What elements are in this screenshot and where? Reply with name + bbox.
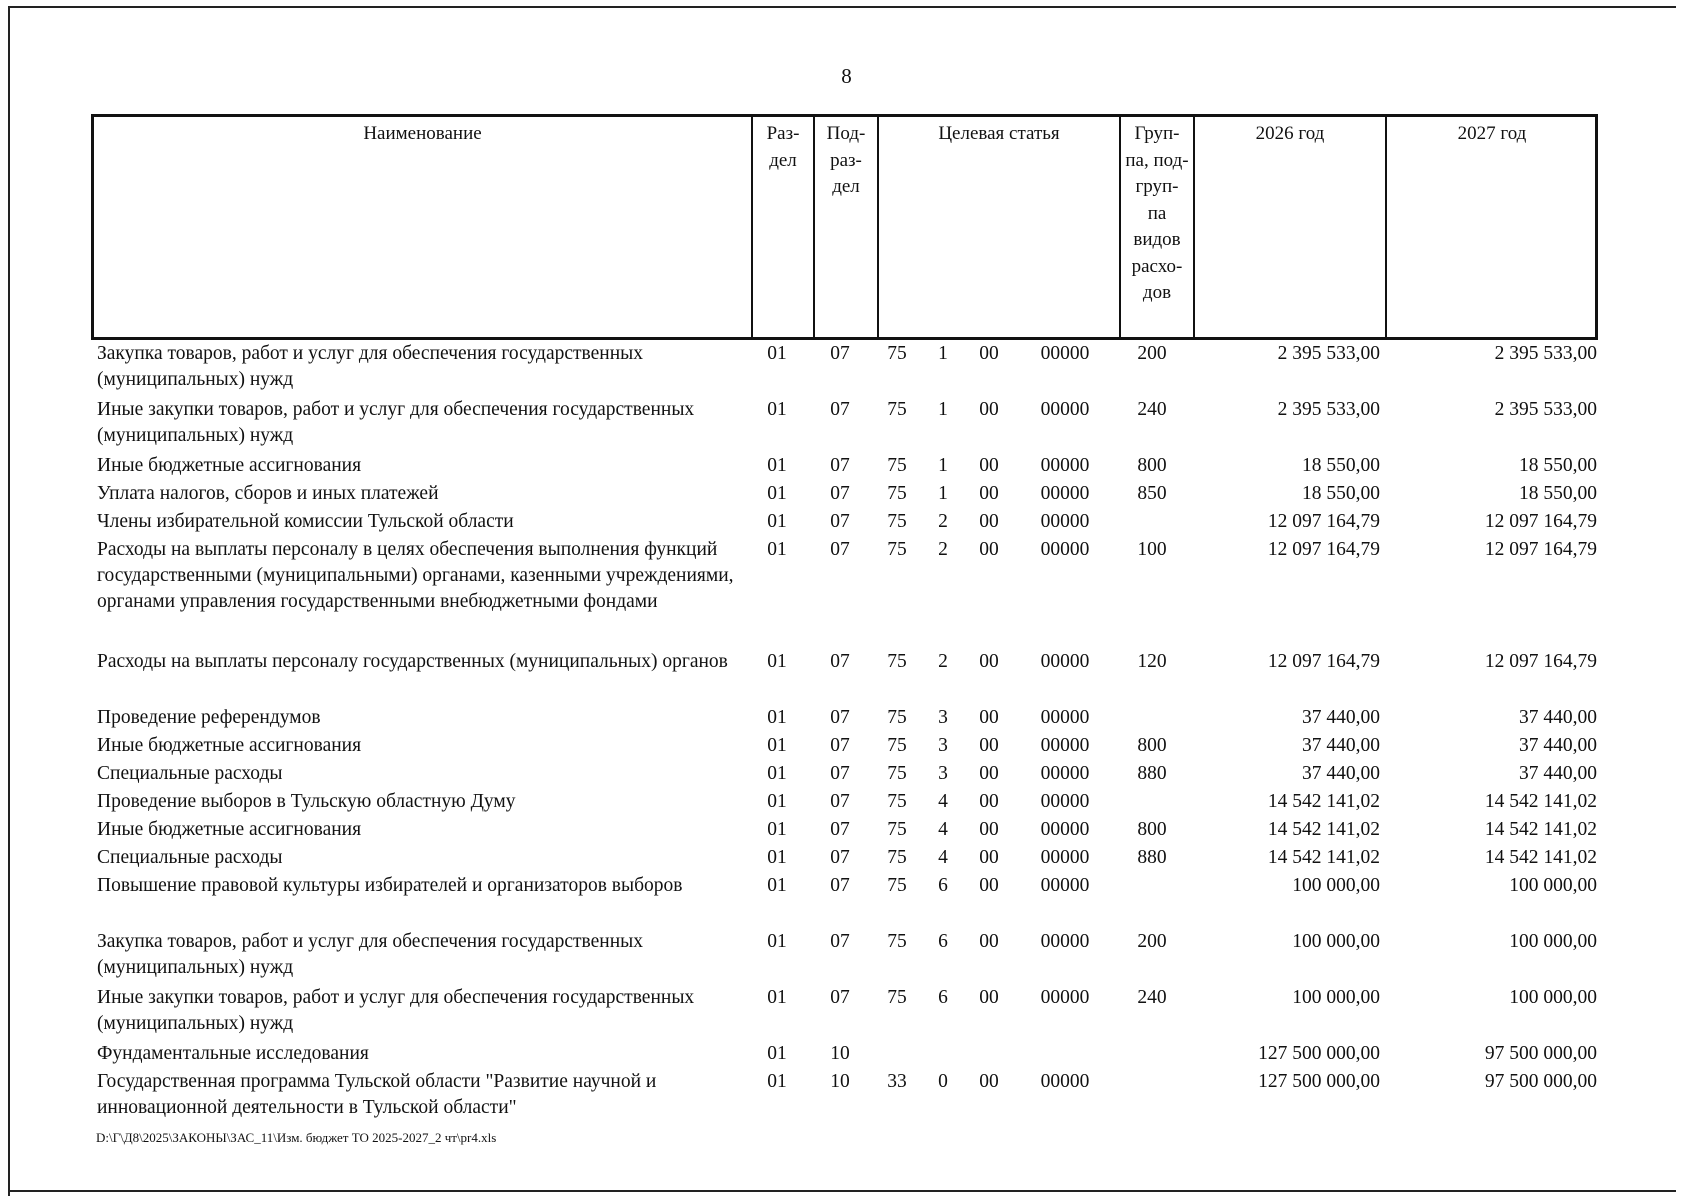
- header-razdel: Раз- дел: [766, 123, 800, 171]
- header-year-2027: 2027 год: [1457, 123, 1527, 144]
- row-target-subprogram: 2: [938, 511, 948, 532]
- row-target-program: 75: [887, 791, 907, 812]
- header-target: Целевая статья: [938, 123, 1060, 144]
- row-podrazdel: 10: [830, 1071, 850, 1092]
- row-target-code: 00000: [1040, 483, 1090, 504]
- row-podrazdel: 07: [830, 819, 850, 840]
- row-target-direction: 00: [979, 791, 999, 812]
- row-target-subprogram: 4: [938, 847, 948, 868]
- row-target-subprogram: 6: [938, 875, 948, 896]
- row-target-code: 00000: [1040, 763, 1090, 784]
- row-expense-type: 800: [1137, 455, 1167, 476]
- row-target-program: 75: [887, 819, 907, 840]
- row-amount-2026: 37 440,00: [1302, 735, 1380, 756]
- row-target-program: 75: [887, 735, 907, 756]
- row-expense-type: 240: [1137, 987, 1167, 1008]
- row-amount-2026: 14 542 141,02: [1267, 819, 1380, 840]
- row-name: Иные бюджетные ассигнования: [97, 455, 362, 476]
- row-target-subprogram: 6: [938, 931, 948, 952]
- row-target-direction: 00: [979, 483, 999, 504]
- row-podrazdel: 07: [830, 763, 850, 784]
- row-name: Уплата налогов, сборов и иных платежей: [97, 483, 439, 504]
- row-expense-type: 800: [1137, 735, 1167, 756]
- row-target-subprogram: 4: [938, 791, 948, 812]
- row-target-program: 75: [887, 847, 907, 868]
- row-amount-2026: 12 097 164,79: [1267, 651, 1380, 672]
- row-target-subprogram: 2: [938, 539, 948, 560]
- row-target-direction: 00: [979, 707, 999, 728]
- row-target-code: 00000: [1040, 1071, 1090, 1092]
- row-target-code: 00000: [1040, 987, 1090, 1008]
- row-target-program: 75: [887, 511, 907, 532]
- row-target-code: 00000: [1040, 819, 1090, 840]
- row-podrazdel: 07: [830, 735, 850, 756]
- row-amount-2027: 18 550,00: [1519, 455, 1597, 476]
- row-target-direction: 00: [979, 819, 999, 840]
- row-podrazdel: 07: [830, 791, 850, 812]
- row-target-program: 75: [887, 455, 907, 476]
- header-year-2026: 2026 год: [1255, 123, 1325, 144]
- row-podrazdel: 10: [830, 1043, 850, 1064]
- row-amount-2027: 14 542 141,02: [1484, 819, 1597, 840]
- row-expense-type: 800: [1137, 819, 1167, 840]
- row-podrazdel: 07: [830, 343, 850, 364]
- page-number: 8: [841, 64, 852, 88]
- row-amount-2026: 14 542 141,02: [1267, 791, 1380, 812]
- row-target-direction: 00: [979, 511, 999, 532]
- row-target-subprogram: 3: [938, 707, 948, 728]
- row-razdel: 01: [767, 651, 787, 672]
- row-expense-type: 880: [1137, 847, 1167, 868]
- row-razdel: 01: [767, 483, 787, 504]
- row-razdel: 01: [767, 763, 787, 784]
- row-target-direction: 00: [979, 987, 999, 1008]
- row-amount-2026: 18 550,00: [1302, 483, 1380, 504]
- row-amount-2027: 18 550,00: [1519, 483, 1597, 504]
- row-podrazdel: 07: [830, 399, 850, 420]
- row-target-program: 75: [887, 931, 907, 952]
- row-expense-type: 850: [1137, 483, 1167, 504]
- row-razdel: 01: [767, 987, 787, 1008]
- row-amount-2027: 100 000,00: [1509, 987, 1597, 1008]
- row-amount-2027: 12 097 164,79: [1484, 651, 1597, 672]
- row-target-code: 00000: [1040, 651, 1090, 672]
- row-target-code: 00000: [1040, 539, 1090, 560]
- row-name: Повышение правовой культуры избирателей и организаторов выборов: [97, 875, 683, 896]
- page-frame-left: [8, 6, 10, 1196]
- row-expense-type: 120: [1137, 651, 1167, 672]
- row-amount-2027: 2 395 533,00: [1494, 343, 1597, 364]
- row-amount-2026: 2 395 533,00: [1277, 343, 1380, 364]
- row-amount-2027: 12 097 164,79: [1484, 511, 1597, 532]
- page-frame-bottom: [8, 1190, 1676, 1192]
- row-target-code: 00000: [1040, 707, 1090, 728]
- row-razdel: 01: [767, 455, 787, 476]
- row-name: Иные закупки товаров, работ и услуг для обеспечения государственных (муниципальных) нужд: [97, 987, 695, 1034]
- row-amount-2027: 37 440,00: [1519, 707, 1597, 728]
- row-name: Специальные расходы: [97, 847, 283, 868]
- row-target-code: 00000: [1040, 343, 1090, 364]
- row-amount-2027: 14 542 141,02: [1484, 847, 1597, 868]
- row-target-subprogram: 1: [938, 483, 948, 504]
- row-razdel: 01: [767, 511, 787, 532]
- row-target-code: 00000: [1040, 931, 1090, 952]
- row-name: Проведение выборов в Тульскую областную Думу: [97, 791, 516, 812]
- header-divider: [1385, 117, 1387, 337]
- row-target-code: 00000: [1040, 791, 1090, 812]
- row-name: Иные бюджетные ассигнования: [97, 735, 362, 756]
- row-target-subprogram: 1: [938, 399, 948, 420]
- row-expense-type: 200: [1137, 931, 1167, 952]
- row-name: Государственная программа Тульской области "Развитие научной и инновационной деятельности в Тульской области": [97, 1071, 657, 1118]
- row-expense-type: 240: [1137, 399, 1167, 420]
- row-amount-2026: 18 550,00: [1302, 455, 1380, 476]
- page-frame-top: [8, 6, 1676, 8]
- row-amount-2027: 14 542 141,02: [1484, 791, 1597, 812]
- row-name: Иные бюджетные ассигнования: [97, 819, 362, 840]
- row-target-subprogram: 0: [938, 1071, 948, 1092]
- row-amount-2026: 37 440,00: [1302, 763, 1380, 784]
- header-name: Наименование: [363, 123, 482, 144]
- row-target-program: 75: [887, 875, 907, 896]
- row-target-subprogram: 1: [938, 455, 948, 476]
- row-name: Расходы на выплаты персоналу государственных (муниципальных) органов: [97, 651, 728, 672]
- row-amount-2026: 100 000,00: [1292, 875, 1380, 896]
- row-amount-2027: 100 000,00: [1509, 875, 1597, 896]
- row-target-direction: 00: [979, 763, 999, 784]
- row-expense-type: 200: [1137, 343, 1167, 364]
- row-razdel: 01: [767, 791, 787, 812]
- row-podrazdel: 07: [830, 455, 850, 476]
- row-amount-2027: 100 000,00: [1509, 931, 1597, 952]
- row-razdel: 01: [767, 1071, 787, 1092]
- row-target-code: 00000: [1040, 735, 1090, 756]
- row-podrazdel: 07: [830, 875, 850, 896]
- row-target-subprogram: 3: [938, 763, 948, 784]
- row-target-code: 00000: [1040, 399, 1090, 420]
- row-amount-2026: 12 097 164,79: [1267, 511, 1380, 532]
- row-target-direction: 00: [979, 847, 999, 868]
- row-amount-2027: 37 440,00: [1519, 735, 1597, 756]
- row-target-program: 75: [887, 539, 907, 560]
- row-target-code: 00000: [1040, 511, 1090, 532]
- row-amount-2026: 100 000,00: [1292, 931, 1380, 952]
- row-podrazdel: 07: [830, 483, 850, 504]
- row-name: Иные закупки товаров, работ и услуг для обеспечения государственных (муниципальных) нужд: [97, 399, 695, 446]
- row-target-direction: 00: [979, 343, 999, 364]
- row-name: Закупка товаров, работ и услуг для обеспечения государственных (муниципальных) нужд: [97, 343, 644, 390]
- row-target-program: 75: [887, 707, 907, 728]
- row-target-subprogram: 2: [938, 651, 948, 672]
- row-razdel: 01: [767, 539, 787, 560]
- row-amount-2026: 127 500 000,00: [1258, 1043, 1380, 1064]
- row-podrazdel: 07: [830, 847, 850, 868]
- row-target-program: 75: [887, 399, 907, 420]
- row-target-program: 75: [887, 763, 907, 784]
- row-amount-2026: 100 000,00: [1292, 987, 1380, 1008]
- table-header: [91, 114, 1598, 340]
- row-amount-2027: 37 440,00: [1519, 763, 1597, 784]
- row-target-program: 75: [887, 343, 907, 364]
- row-target-subprogram: 3: [938, 735, 948, 756]
- row-target-code: 00000: [1040, 455, 1090, 476]
- header-podrazdel: Под- раз- дел: [826, 123, 866, 197]
- row-target-code: 00000: [1040, 875, 1090, 896]
- header-vid: Груп- па, под- груп- па видов расхо- дов: [1125, 123, 1189, 303]
- row-target-subprogram: 6: [938, 987, 948, 1008]
- row-razdel: 01: [767, 931, 787, 952]
- row-podrazdel: 07: [830, 651, 850, 672]
- row-amount-2026: 37 440,00: [1302, 707, 1380, 728]
- row-podrazdel: 07: [830, 707, 850, 728]
- row-target-direction: 00: [979, 735, 999, 756]
- row-podrazdel: 07: [830, 987, 850, 1008]
- row-target-direction: 00: [979, 539, 999, 560]
- row-target-direction: 00: [979, 1071, 999, 1092]
- row-razdel: 01: [767, 735, 787, 756]
- row-target-direction: 00: [979, 875, 999, 896]
- row-target-code: 00000: [1040, 847, 1090, 868]
- row-name: Закупка товаров, работ и услуг для обеспечения государственных (муниципальных) нужд: [97, 931, 644, 978]
- row-name: Члены избирательной комиссии Тульской области: [97, 511, 514, 532]
- row-target-direction: 00: [979, 399, 999, 420]
- row-target-direction: 00: [979, 931, 999, 952]
- row-target-subprogram: 4: [938, 819, 948, 840]
- row-amount-2027: 97 500 000,00: [1484, 1071, 1597, 1092]
- row-podrazdel: 07: [830, 511, 850, 532]
- row-name: Специальные расходы: [97, 763, 283, 784]
- row-razdel: 01: [767, 847, 787, 868]
- row-razdel: 01: [767, 343, 787, 364]
- row-amount-2026: 12 097 164,79: [1267, 539, 1380, 560]
- row-amount-2027: 97 500 000,00: [1484, 1043, 1597, 1064]
- row-podrazdel: 07: [830, 931, 850, 952]
- row-amount-2026: 2 395 533,00: [1277, 399, 1380, 420]
- row-amount-2026: 127 500 000,00: [1258, 1071, 1380, 1092]
- row-amount-2027: 2 395 533,00: [1494, 399, 1597, 420]
- row-target-direction: 00: [979, 651, 999, 672]
- row-expense-type: 880: [1137, 763, 1167, 784]
- row-target-direction: 00: [979, 455, 999, 476]
- row-razdel: 01: [767, 707, 787, 728]
- row-target-program: 75: [887, 651, 907, 672]
- row-amount-2027: 12 097 164,79: [1484, 539, 1597, 560]
- row-podrazdel: 07: [830, 539, 850, 560]
- header-divider: [877, 117, 879, 337]
- row-razdel: 01: [767, 399, 787, 420]
- row-target-program: 33: [887, 1071, 907, 1092]
- row-target-program: 75: [887, 483, 907, 504]
- row-razdel: 01: [767, 1043, 787, 1064]
- header-divider: [1193, 117, 1195, 337]
- row-name: Расходы на выплаты персоналу в целях обеспечения выполнения функций государственными (муниципальными) органами, казенными учреждениями, органами управления государственными внебюджетными фондами: [97, 539, 734, 612]
- row-target-subprogram: 1: [938, 343, 948, 364]
- row-razdel: 01: [767, 819, 787, 840]
- row-amount-2026: 14 542 141,02: [1267, 847, 1380, 868]
- file-path-footer: D:\Г\Д8\2025\ЗАКОНЫ\ЗАС_11\Изм. бюджет ТО 2025-2027_2 чт\pr4.xls: [96, 1130, 497, 1145]
- row-name: Фундаментальные исследования: [97, 1043, 369, 1064]
- row-name: Проведение референдумов: [97, 707, 321, 728]
- row-expense-type: 100: [1137, 539, 1167, 560]
- row-razdel: 01: [767, 875, 787, 896]
- row-target-program: 75: [887, 987, 907, 1008]
